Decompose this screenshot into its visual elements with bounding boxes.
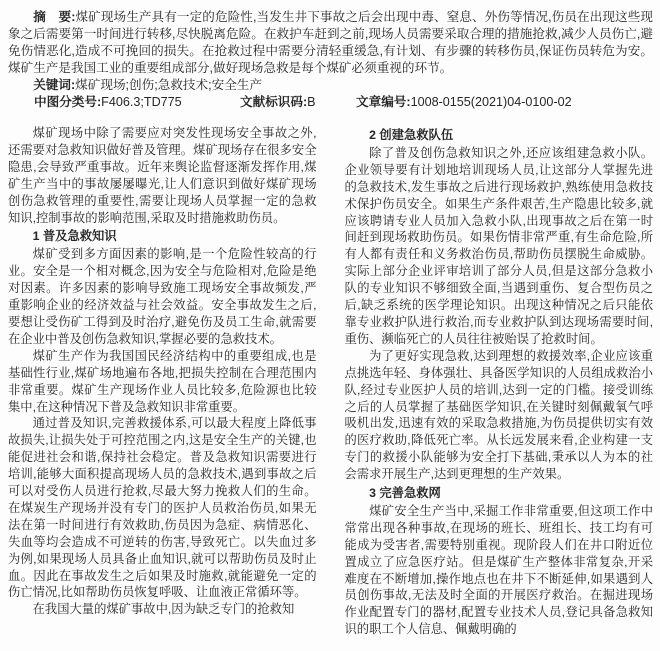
section-1-paragraph: 煤矿生产作为我国国民经济结构中的重要组成,也是基础性行业,煤矿场地遍布各地,把损失控制在合理范围内非常重要。煤矿生产现场作业人员比较多,危险源也比较集中,在这种情况下普及急救知识非常重要。 — [8, 348, 317, 414]
section-3-heading: 3 完善急救网 — [369, 486, 441, 501]
left-column — [8, 125, 317, 638]
document-code — [240, 94, 356, 111]
document-code-value: B — [307, 95, 316, 109]
section-2-heading: 2 创建急救队伍 — [369, 128, 454, 142]
article-id-value: 1008-0155(2021)04-0100-02 — [410, 95, 572, 109]
paper-header-block — [8, 9, 653, 111]
right-column — [345, 125, 654, 638]
abstract-text: 煤矿现场生产具有一定的危险性,当发生井下事故之后会出现中毒、窒息、外伤等情况,伤员在出现这些现象之后需要第一时间进行转移,尽快脱离危险。在救护车赶到之前,现场人员需要采取合理的措施抢救,减少人员伤亡,避免伤情恶化,造成不可挽回的损失。在抢救过程中需要分清轻重缓急,有计划、有步骤的转移伤员,保证伤员转危为安。煤矿生产是我国工业的重要组成部分,做好现场急救是每个煤矿必须重视的环节。 — [8, 10, 654, 75]
section-3-paragraph-truncated: 煤矿安全生产当中,采掘工作非常重要,但这项工作中常常出现各种事故,在现场的班长、班组长、技工均有可能成为受害者,需要特别重视。现阶段人们在井口附近位置成立了应急医疗站。但是煤矿生产整体非常复杂,开采难度在不断增加,操作地点也在井下不断延伸,如果遇到人员创伤事故,无法及时全面的开展医疗救治。在掘进现场作业配置专门的器材,配置专业技术人员,登记具备急救知识的职工个人信息、佩戴明确的 — [344, 503, 653, 637]
intro-paragraph: 煤矿现场中除了需要应对突发性现场安全事故之外,还需要对急救知识做好普及管理。煤矿现场存在很多安全隐患,会导致严重事故。近年来舆论监督逐渐发挥作用,煤矿生产当中的事故屡屡曝光,让人们意识到做好煤矿现场创伤急救管理的重要性,需要让现场人员掌握一定的急救知识,控制事故的影响范围,采取及时措施救助伤员。 — [8, 126, 317, 225]
keywords-line — [8, 77, 653, 94]
article-id-label: 文章编号: — [356, 95, 411, 109]
clc-label: 中图分类号: — [34, 95, 102, 109]
section-1-paragraph-truncated: 在我国大量的煤矿事故中,因为缺乏专门的抢救知 — [32, 602, 295, 617]
clc-value: F406.3;TD775 — [101, 95, 182, 109]
section-1-heading: 1 普及急救知识 — [32, 229, 117, 244]
keywords-label: 关键词: — [33, 78, 76, 92]
section-2-paragraph: 为了更好实现急救,达到理想的救援效率,企业应该重点挑选年轻、身体强壮、具备医学知识的人员组成救治小队,经过专业医护人员的培训,达到一定的门槛。接受训练之后的人员掌握了基础医学知识,在关键时刻佩戴氧气呼吸机出发,迅速有效的采取急救措施,为伤员提供切实有效的医疗救助,降低死亡率。从长远发展来看,企业构建一支专门的救援小队能够为安全打下基础,秉承以人为本的社会需求开展生产,达到更理想的生产效果。 — [344, 348, 653, 482]
body-columns — [8, 125, 653, 638]
classification-line — [8, 94, 653, 111]
document-code-label: 文献标识码: — [240, 95, 308, 109]
section-1-paragraph: 通过普及知识,完善救援体系,可以最大程度上降低事故损失,让损失处于可控范围之内,这是安全生产的关键,也能促进社会和谐,保持社会稳定。普及急救知识需要进行培训,能够大面积提高现场人员的急救技术,遇到事故之后可以对受伤人员进行抢救,尽最大努力挽救人们的生命。在煤炭生产现场并没有专门的医护人员救治伤员,如果无法在第一时间进行有效救助,伤员因为急症、病情恶化、失血等均会造成不可逆转的伤害,导致死亡。以失血过多为例,如果现场人员具备止血知识,就可以帮助伤员及时止血。因此在事故发生之后如果及时施救,就能避免一定的伤亡情况,比如帮助伤员恢复呼吸、让血液正常循环等。 — [8, 416, 317, 600]
clc-number — [34, 94, 240, 111]
article-id — [356, 94, 653, 111]
abstract-label: 摘 要: — [33, 10, 76, 24]
abstract-paragraph — [8, 9, 653, 77]
section-1-paragraph: 煤矿受到多方面因素的影响,是一个危险性较高的行业。安全是一个相对概念,因为安全与危险相对,危险是绝对因素。许多因素的影响导致施工现场安全事故频发,严重影响企业的经济效益与社会效益。安全事故发生之后,要想让受伤矿工得到及时治疗,避免伤及员工生命,就需要在企业中普及创伤急救知识,掌握必要的急救技术。 — [8, 247, 317, 346]
section-2-paragraph: 除了普及创伤急救知识之外,还应该组建急救小队。企业领导要有计划地培训现场人员,让这部分人掌握先进的急救技术,发生事故之后进行现场救护,熟练使用急救技术保护伤员安全。如果生产条件艰苦,生产隐患比较多,就应该聘请专业人员加入急救小队,出现事故之后在第一时间赶到现场救助伤员。如果伤情非常严重,有生命危险,所有人都有责任和义务救治伤员,帮助伤员摆脱生命威胁。实际上部分企业评审培训了部分人员,但是这部分急救小队的专业知识不够细致全面,当遇到重伤、复合型伤员之后,缺乏系统的医学理论知识。出现这种情况之后只能依靠专业救护队进行救治,而专业救护队到达现场需要时间,重伤、濒临死亡的人员往往被贻误了抢救时间。 — [344, 145, 653, 346]
keywords-text: 煤矿现场;创伤;急救技术;安全生产 — [75, 78, 262, 92]
